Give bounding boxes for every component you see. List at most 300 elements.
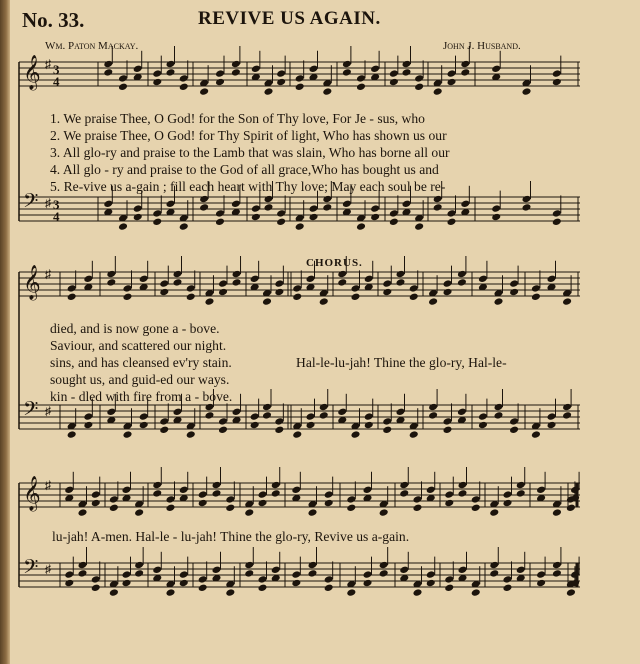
sharp-icon: ♯ [45,267,51,281]
note-head [443,279,453,288]
note-head [319,403,329,412]
note-head [83,421,93,430]
note-head [134,508,144,517]
note-head [274,288,284,297]
note-head [225,495,235,504]
bass-clef-icon: 𝄢 [23,189,39,217]
note-head [179,579,189,588]
note-head [166,60,176,69]
note-head [225,504,235,513]
note-head [218,417,228,426]
note-head [536,570,546,579]
note-head [389,209,399,218]
note-head [382,279,392,288]
note-head [109,588,119,597]
note-head [91,490,101,499]
note-head [428,297,438,306]
note-head [396,408,406,417]
note-head [308,508,318,517]
note-head [552,218,562,227]
note-head [566,504,576,513]
note-head [346,495,356,504]
note-head [152,481,162,490]
note-head [166,588,176,597]
note-head [250,412,260,421]
note-head [457,278,467,287]
note-head [552,569,562,578]
note-head [509,426,519,435]
sharp-icon: ♯ [45,196,51,210]
note-head [251,65,261,74]
note-head [139,275,149,284]
note-head [139,421,149,430]
note-head [103,68,113,77]
note-head [370,65,380,74]
note-head [212,566,222,575]
note-head [562,403,572,412]
note-head [199,87,209,96]
note-head [363,579,373,588]
note-head [159,279,169,288]
note-head [547,412,557,421]
note-head [133,204,143,213]
time-signature-bottom: 4 [53,209,60,224]
note-head [356,222,366,231]
note-head [346,504,356,513]
note-head [232,270,242,279]
note-head [264,203,274,212]
note-head [295,74,305,83]
note-head [562,297,572,306]
note-head [324,575,334,584]
note-head [91,575,101,584]
note-head [264,87,274,96]
note-head [428,403,438,412]
note-head [509,279,519,288]
note-head [292,284,302,293]
note-head [379,561,389,570]
note-head [396,278,406,287]
note-head [123,293,133,302]
note-head [364,421,374,430]
note-head [409,430,419,439]
note-head [198,499,208,508]
verse-ending-4: sought us, and guid-ed our ways. [50,372,230,387]
note-head [309,213,319,222]
note-head [251,204,261,213]
note-head [409,284,419,293]
note-head [428,411,438,420]
note-head [199,203,209,212]
note-head [471,495,481,504]
note-head [324,490,334,499]
note-head [444,584,454,593]
note-head [91,499,101,508]
note-head [152,489,162,498]
note-head [426,570,436,579]
note-head [91,584,101,593]
note-head [133,213,143,222]
time-signature-top: 3 [53,197,60,212]
note-head [215,218,225,227]
note-head [251,213,261,222]
chorus-lyric-1: Hal-le-lu-jah! Thine the glo-ry, Hal-le- [296,355,507,370]
note-head [212,489,222,498]
sharp-icon: ♯ [45,478,51,492]
note-head [447,78,457,87]
note-head [443,426,453,435]
note-head [433,195,443,204]
note-head [370,213,380,222]
note-head [552,78,562,87]
note-head [198,584,208,593]
note-head [494,411,504,420]
note-head [346,588,356,597]
note-head [389,78,399,87]
note-head [159,288,169,297]
note-head [478,275,488,284]
note-head [166,495,176,504]
note-head [258,490,268,499]
note-head [204,411,214,420]
note-head [426,579,436,588]
note-head [337,408,347,417]
chorus-label: CHORUS. [306,257,363,269]
note-head [414,83,424,92]
hymn-number: No. 33. [22,8,85,32]
note-head [531,430,541,439]
note-head [292,293,302,302]
note-head [309,204,319,213]
note-head [134,561,144,570]
bass-clef-icon: 𝄢 [23,397,39,425]
note-head [179,222,189,231]
note-head [503,499,513,508]
verse-ending-2: Saviour, and scattered our night. [50,338,227,353]
note-head [271,481,281,490]
note-head [457,270,467,279]
note-head [552,561,562,570]
note-head [106,278,116,287]
note-head [225,588,235,597]
note-head [159,417,169,426]
sharp-icon: ♯ [45,404,51,418]
note-head [106,270,116,279]
note-head [295,83,305,92]
note-head [457,408,467,417]
note-head [413,588,423,597]
note-head [152,566,162,575]
note-head [139,412,149,421]
note-head [322,203,332,212]
note-head [109,495,119,504]
note-head [503,490,513,499]
note-head [231,60,241,69]
note-head [570,570,580,579]
note-head [351,430,361,439]
note-head [179,83,189,92]
note-head [447,69,457,78]
note-head [566,588,576,597]
note-head [460,68,470,77]
note-head [516,481,526,490]
note-head [351,284,361,293]
note-head [458,489,468,498]
note-head [274,426,284,435]
note-head [179,570,189,579]
note-head [409,293,419,302]
note-head [322,87,332,96]
note-head [215,78,225,87]
note-head [478,412,488,421]
note-head [152,69,162,78]
note-head [306,421,316,430]
note-head [460,200,470,209]
note-head [443,417,453,426]
note-head [489,561,499,570]
note-head [570,486,580,495]
note-head [276,218,286,227]
note-head [379,569,389,578]
note-head [64,570,74,579]
note-head [363,486,373,495]
note-head [166,68,176,77]
note-head [215,69,225,78]
note-head [276,209,286,218]
note-head [186,430,196,439]
note-head [258,499,268,508]
note-head [494,403,504,412]
note-head [547,275,557,284]
verse-line-1: 1. We praise Thee, O God! for the Son of Thy love, For Je - sus, who [50,111,425,126]
note-head [471,588,481,597]
note-head [83,412,93,421]
note-head [324,584,334,593]
note-head [123,284,133,293]
note-head [447,209,457,218]
note-head [244,569,254,578]
note-head [204,297,214,306]
bass-clef-icon: 𝄢 [23,555,39,583]
note-head [152,209,162,218]
note-head [308,569,318,578]
note-head [489,508,499,517]
note-head [458,481,468,490]
note-head [363,570,373,579]
note-head [258,584,268,593]
note-head [271,566,281,575]
note-head [274,417,284,426]
note-head [351,293,361,302]
note-head [382,417,392,426]
note-head [271,489,281,498]
note-head [536,486,546,495]
note-head [337,278,347,287]
note-head [491,204,501,213]
note-head [444,490,454,499]
note-head [122,486,132,495]
note-head [536,579,546,588]
note-head [356,74,366,83]
note-head [552,209,562,218]
note-head [414,222,424,231]
note-head [122,579,132,588]
note-head [198,575,208,584]
note-head [337,270,347,279]
note-head [262,411,272,420]
note-head [356,83,366,92]
note-head [562,411,572,420]
note-head [232,278,242,287]
note-head [319,411,329,420]
note-head [291,570,301,579]
composer-credit: John J. Husband. [443,40,521,52]
note-head [364,412,374,421]
note-head [166,504,176,513]
note-head [215,209,225,218]
note-head [522,203,532,212]
note-head [552,508,562,517]
note-head [342,68,352,77]
note-head [342,200,352,209]
note-head [426,486,436,495]
verse-ending-5: kin - dled with fire from a - bove. [50,389,233,404]
note-head [159,426,169,435]
note-head [478,421,488,430]
note-head [64,486,74,495]
note-head [118,74,128,83]
time-signature-bottom: 4 [53,74,60,89]
note-head [134,569,144,578]
note-head [83,275,93,284]
note-head [295,222,305,231]
chorus-lyric-2: lu-jah! A-men. Hal-le - lu-jah! Thine the glo-ry, Revive us a-gain. [52,529,410,544]
note-head [516,489,526,498]
note-head [413,495,423,504]
verse-line-3: 3. All glo-ry and praise to the Lamb that was slain, Who has borne all our [50,145,450,160]
note-head [231,200,241,209]
note-head [152,218,162,227]
sharp-icon: ♯ [45,562,51,576]
note-head [447,218,457,227]
verse-line-2: 2. We praise Thee, O God! for Thy Spirit of light, Who has shown us our [50,128,447,143]
note-head [262,403,272,412]
note-head [199,195,209,204]
verse-ending-1: died, and is now gone a - bove. [50,321,220,336]
note-head [444,575,454,584]
note-head [78,569,88,578]
note-head [396,270,406,279]
hymn-title: REVIVE US AGAIN. [198,8,381,29]
note-head [531,293,541,302]
note-head [552,69,562,78]
note-head [399,566,409,575]
note-head [179,74,189,83]
note-head [258,575,268,584]
note-head [458,566,468,575]
note-head [186,293,196,302]
note-head [413,504,423,513]
note-head [522,195,532,204]
note-head [106,408,116,417]
note-head [264,195,274,204]
treble-clef-icon: 𝄞 [23,476,41,511]
note-head [218,426,228,435]
treble-clef-icon: 𝄞 [23,55,41,90]
note-head [173,408,183,417]
note-head [262,297,272,306]
note-head [402,60,412,69]
note-head [244,561,254,570]
note-head [67,430,77,439]
note-head [342,60,352,69]
note-head [516,566,526,575]
lyricist-credit: Wm. Paton Mackay. [45,40,139,52]
note-head [212,481,222,490]
note-head [173,278,183,287]
note-head [460,60,470,69]
note-head [370,204,380,213]
note-head [103,200,113,209]
note-head [276,78,286,87]
note-head [402,200,412,209]
note-head [306,412,316,421]
note-head [250,421,260,430]
note-head [471,504,481,513]
note-head [173,270,183,279]
note-head [306,275,316,284]
note-head [364,275,374,284]
note-head [433,87,443,96]
note-head [292,430,302,439]
note-head [291,486,301,495]
note-head [382,288,392,297]
note-head [389,69,399,78]
time-signature-top: 3 [53,62,60,77]
note-head [67,284,77,293]
note-head [166,200,176,209]
note-head [491,65,501,74]
note-head [503,584,513,593]
note-head [382,426,392,435]
note-head [491,213,501,222]
note-head [522,87,532,96]
note-head [379,508,389,517]
note-head [152,78,162,87]
verse-ending-3: sins, and has cleansed ev'ry stain. [50,355,232,370]
note-head [547,421,557,430]
note-head [494,297,504,306]
note-head [489,569,499,578]
note-head [67,293,77,302]
note-head [291,579,301,588]
note-head [308,561,318,570]
note-head [274,279,284,288]
note-head [179,486,189,495]
note-head [503,575,513,584]
note-head [64,579,74,588]
note-head [218,279,228,288]
note-head [122,570,132,579]
note-head [133,65,143,74]
note-head [443,288,453,297]
note-head [198,490,208,499]
note-head [218,288,228,297]
treble-clef-icon: 𝄞 [23,265,41,300]
note-head [324,499,334,508]
note-head [414,74,424,83]
note-head [118,222,128,231]
